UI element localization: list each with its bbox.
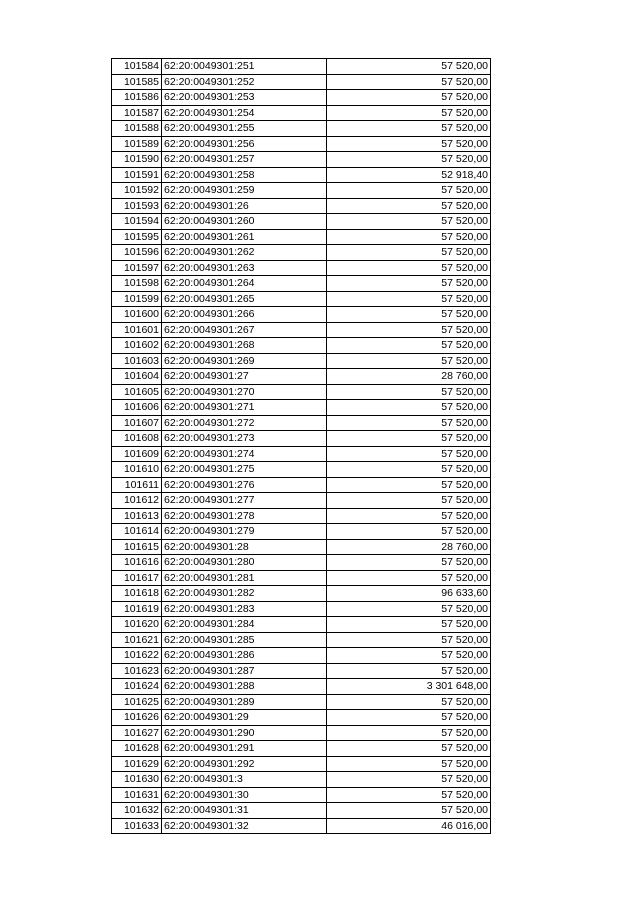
row-number-cell: 101612 (112, 493, 162, 509)
table-row (112, 291, 491, 307)
amount-cell: 57 520,00 (327, 524, 491, 540)
amount-cell: 57 520,00 (327, 384, 491, 400)
amount-cell: 57 520,00 (327, 400, 491, 416)
cadastral-number-cell: 62:20:0049301:27 (162, 369, 327, 385)
cadastral-number-cell: 62:20:0049301:31 (162, 803, 327, 819)
row-number-cell: 101611 (112, 477, 162, 493)
amount-cell: 57 520,00 (327, 198, 491, 214)
cadastral-number-cell: 62:20:0049301:282 (162, 586, 327, 602)
amount-cell: 57 520,00 (327, 710, 491, 726)
amount-cell: 57 520,00 (327, 260, 491, 276)
cadastral-number-cell: 62:20:0049301:285 (162, 632, 327, 648)
cadastral-number-cell: 62:20:0049301:284 (162, 617, 327, 633)
amount-cell: 57 520,00 (327, 121, 491, 137)
cadastral-number-cell: 62:20:0049301:264 (162, 276, 327, 292)
row-number-cell: 101614 (112, 524, 162, 540)
cadastral-number-cell: 62:20:0049301:286 (162, 648, 327, 664)
table-row (112, 694, 491, 710)
amount-cell: 28 760,00 (327, 539, 491, 555)
row-number-cell: 101628 (112, 741, 162, 757)
table-row (112, 183, 491, 199)
table-row (112, 741, 491, 757)
amount-cell: 57 520,00 (327, 353, 491, 369)
table-body (112, 59, 491, 834)
cadastral-number-cell: 62:20:0049301:258 (162, 167, 327, 183)
row-number-cell: 101585 (112, 74, 162, 90)
cadastral-number-cell: 62:20:0049301:283 (162, 601, 327, 617)
table-row (112, 229, 491, 245)
cadastral-number-cell: 62:20:0049301:280 (162, 555, 327, 571)
table-row (112, 105, 491, 121)
amount-cell: 57 520,00 (327, 291, 491, 307)
table-row (112, 90, 491, 106)
table-row (112, 59, 491, 75)
row-number-cell: 101586 (112, 90, 162, 106)
cadastral-number-cell: 62:20:0049301:3 (162, 772, 327, 788)
table-row (112, 710, 491, 726)
table-row (112, 307, 491, 323)
amount-cell: 57 520,00 (327, 462, 491, 478)
amount-cell: 57 520,00 (327, 555, 491, 571)
row-number-cell: 101615 (112, 539, 162, 555)
amount-cell: 57 520,00 (327, 648, 491, 664)
cadastral-number-cell: 62:20:0049301:270 (162, 384, 327, 400)
row-number-cell: 101623 (112, 663, 162, 679)
table-row (112, 353, 491, 369)
table-row (112, 431, 491, 447)
table-row (112, 586, 491, 602)
amount-cell: 57 520,00 (327, 105, 491, 121)
table-row (112, 245, 491, 261)
table-row (112, 539, 491, 555)
amount-cell: 57 520,00 (327, 741, 491, 757)
row-number-cell: 101589 (112, 136, 162, 152)
cadastral-number-cell: 62:20:0049301:32 (162, 818, 327, 834)
cadastral-number-cell: 62:20:0049301:277 (162, 493, 327, 509)
table-row (112, 725, 491, 741)
cadastral-number-cell: 62:20:0049301:29 (162, 710, 327, 726)
cadastral-number-cell: 62:20:0049301:253 (162, 90, 327, 106)
row-number-cell: 101617 (112, 570, 162, 586)
row-number-cell: 101593 (112, 198, 162, 214)
cadastral-number-cell: 62:20:0049301:279 (162, 524, 327, 540)
row-number-cell: 101629 (112, 756, 162, 772)
table-row (112, 555, 491, 571)
cadastral-number-cell: 62:20:0049301:289 (162, 694, 327, 710)
cadastral-number-cell: 62:20:0049301:278 (162, 508, 327, 524)
cadastral-number-cell: 62:20:0049301:26 (162, 198, 327, 214)
cadastral-number-cell: 62:20:0049301:260 (162, 214, 327, 230)
row-number-cell: 101603 (112, 353, 162, 369)
row-number-cell: 101632 (112, 803, 162, 819)
table-row (112, 648, 491, 664)
row-number-cell: 101619 (112, 601, 162, 617)
row-number-cell: 101600 (112, 307, 162, 323)
row-number-cell: 101624 (112, 679, 162, 695)
cadastral-number-cell: 62:20:0049301:251 (162, 59, 327, 75)
amount-cell: 96 633,60 (327, 586, 491, 602)
amount-cell: 57 520,00 (327, 90, 491, 106)
table-row (112, 121, 491, 137)
table-row (112, 570, 491, 586)
cadastral-number-cell: 62:20:0049301:292 (162, 756, 327, 772)
row-number-cell: 101597 (112, 260, 162, 276)
amount-cell: 57 520,00 (327, 632, 491, 648)
table-row (112, 415, 491, 431)
table-row (112, 198, 491, 214)
cadastral-number-cell: 62:20:0049301:254 (162, 105, 327, 121)
table-row (112, 524, 491, 540)
cadastral-number-cell: 62:20:0049301:273 (162, 431, 327, 447)
amount-cell: 57 520,00 (327, 508, 491, 524)
table-row (112, 787, 491, 803)
row-number-cell: 101602 (112, 338, 162, 354)
cadastral-number-cell: 62:20:0049301:257 (162, 152, 327, 168)
table-row (112, 136, 491, 152)
cadastral-number-cell: 62:20:0049301:271 (162, 400, 327, 416)
amount-cell: 57 520,00 (327, 229, 491, 245)
cadastral-number-cell: 62:20:0049301:269 (162, 353, 327, 369)
amount-cell: 57 520,00 (327, 446, 491, 462)
amount-cell: 57 520,00 (327, 74, 491, 90)
row-number-cell: 101596 (112, 245, 162, 261)
amount-cell: 57 520,00 (327, 756, 491, 772)
row-number-cell: 101599 (112, 291, 162, 307)
row-number-cell: 101616 (112, 555, 162, 571)
amount-cell: 57 520,00 (327, 803, 491, 819)
row-number-cell: 101605 (112, 384, 162, 400)
table-row (112, 152, 491, 168)
row-number-cell: 101610 (112, 462, 162, 478)
cadastral-number-cell: 62:20:0049301:291 (162, 741, 327, 757)
row-number-cell: 101627 (112, 725, 162, 741)
table-row (112, 462, 491, 478)
amount-cell: 57 520,00 (327, 617, 491, 633)
amount-cell: 57 520,00 (327, 307, 491, 323)
row-number-cell: 101590 (112, 152, 162, 168)
amount-cell: 57 520,00 (327, 663, 491, 679)
cadastral-number-cell: 62:20:0049301:261 (162, 229, 327, 245)
cadastral-number-cell: 62:20:0049301:267 (162, 322, 327, 338)
row-number-cell: 101595 (112, 229, 162, 245)
cadastral-number-cell: 62:20:0049301:255 (162, 121, 327, 137)
cadastral-number-cell: 62:20:0049301:252 (162, 74, 327, 90)
amount-cell: 57 520,00 (327, 477, 491, 493)
table-row (112, 756, 491, 772)
row-number-cell: 101613 (112, 508, 162, 524)
cadastral-number-cell: 62:20:0049301:30 (162, 787, 327, 803)
cadastral-number-cell: 62:20:0049301:256 (162, 136, 327, 152)
table-row (112, 214, 491, 230)
cadastral-number-cell: 62:20:0049301:28 (162, 539, 327, 555)
table-row (112, 276, 491, 292)
row-number-cell: 101594 (112, 214, 162, 230)
table-row (112, 772, 491, 788)
table-row (112, 617, 491, 633)
amount-cell: 57 520,00 (327, 431, 491, 447)
row-number-cell: 101601 (112, 322, 162, 338)
row-number-cell: 101626 (112, 710, 162, 726)
table-row (112, 384, 491, 400)
table-row (112, 167, 491, 183)
cadastral-number-cell: 62:20:0049301:262 (162, 245, 327, 261)
cadastral-number-cell: 62:20:0049301:265 (162, 291, 327, 307)
row-number-cell: 101630 (112, 772, 162, 788)
amount-cell: 57 520,00 (327, 59, 491, 75)
amount-cell: 57 520,00 (327, 601, 491, 617)
amount-cell: 57 520,00 (327, 338, 491, 354)
cadastral-number-cell: 62:20:0049301:290 (162, 725, 327, 741)
table-row (112, 818, 491, 834)
cadastral-number-cell: 62:20:0049301:266 (162, 307, 327, 323)
table-row (112, 679, 491, 695)
row-number-cell: 101609 (112, 446, 162, 462)
table-row (112, 338, 491, 354)
amount-cell: 57 520,00 (327, 415, 491, 431)
table-row (112, 369, 491, 385)
cadastral-number-cell: 62:20:0049301:287 (162, 663, 327, 679)
cadastral-number-cell: 62:20:0049301:281 (162, 570, 327, 586)
row-number-cell: 101584 (112, 59, 162, 75)
row-number-cell: 101620 (112, 617, 162, 633)
amount-cell: 57 520,00 (327, 322, 491, 338)
row-number-cell: 101633 (112, 818, 162, 834)
table-row (112, 601, 491, 617)
table-row (112, 803, 491, 819)
amount-cell: 57 520,00 (327, 183, 491, 199)
table-row (112, 663, 491, 679)
row-number-cell: 101621 (112, 632, 162, 648)
cadastral-number-cell: 62:20:0049301:274 (162, 446, 327, 462)
row-number-cell: 101607 (112, 415, 162, 431)
cadastral-number-cell: 62:20:0049301:263 (162, 260, 327, 276)
table-row (112, 400, 491, 416)
amount-cell: 57 520,00 (327, 136, 491, 152)
row-number-cell: 101622 (112, 648, 162, 664)
amount-cell: 28 760,00 (327, 369, 491, 385)
table-row (112, 260, 491, 276)
amount-cell: 57 520,00 (327, 694, 491, 710)
row-number-cell: 101604 (112, 369, 162, 385)
cadastral-number-cell: 62:20:0049301:288 (162, 679, 327, 695)
row-number-cell: 101591 (112, 167, 162, 183)
row-number-cell: 101588 (112, 121, 162, 137)
table-row (112, 632, 491, 648)
row-number-cell: 101606 (112, 400, 162, 416)
table-row (112, 508, 491, 524)
row-number-cell: 101625 (112, 694, 162, 710)
table-row (112, 493, 491, 509)
row-number-cell: 101598 (112, 276, 162, 292)
table-row (112, 322, 491, 338)
amount-cell: 57 520,00 (327, 214, 491, 230)
table-row (112, 477, 491, 493)
row-number-cell: 101587 (112, 105, 162, 121)
amount-cell: 57 520,00 (327, 787, 491, 803)
row-number-cell: 101631 (112, 787, 162, 803)
table-row (112, 74, 491, 90)
cadastral-value-table (111, 58, 491, 834)
cadastral-number-cell: 62:20:0049301:275 (162, 462, 327, 478)
cadastral-number-cell: 62:20:0049301:259 (162, 183, 327, 199)
amount-cell: 57 520,00 (327, 772, 491, 788)
amount-cell: 57 520,00 (327, 725, 491, 741)
row-number-cell: 101608 (112, 431, 162, 447)
row-number-cell: 101592 (112, 183, 162, 199)
amount-cell: 57 520,00 (327, 245, 491, 261)
amount-cell: 57 520,00 (327, 493, 491, 509)
amount-cell: 46 016,00 (327, 818, 491, 834)
amount-cell: 52 918,40 (327, 167, 491, 183)
amount-cell: 57 520,00 (327, 570, 491, 586)
cadastral-number-cell: 62:20:0049301:276 (162, 477, 327, 493)
amount-cell: 3 301 648,00 (327, 679, 491, 695)
row-number-cell: 101618 (112, 586, 162, 602)
cadastral-number-cell: 62:20:0049301:272 (162, 415, 327, 431)
amount-cell: 57 520,00 (327, 152, 491, 168)
amount-cell: 57 520,00 (327, 276, 491, 292)
cadastral-number-cell: 62:20:0049301:268 (162, 338, 327, 354)
table-row (112, 446, 491, 462)
